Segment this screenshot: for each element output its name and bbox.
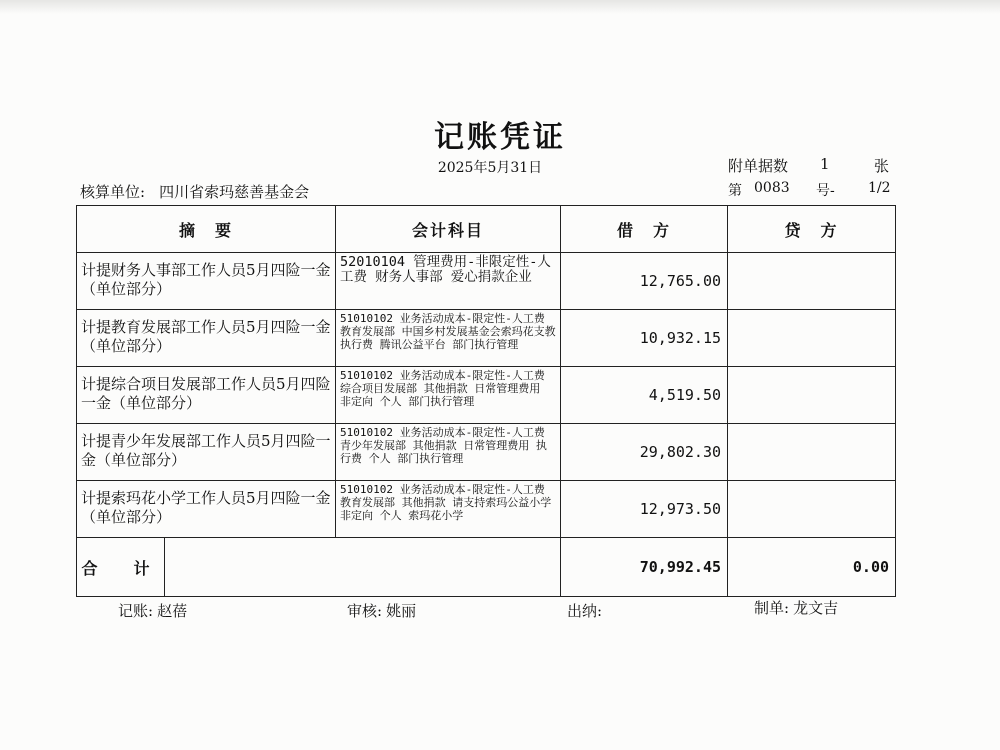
row-summary: 计提索玛花小学工作人员5月四险一金（单位部分） — [77, 481, 336, 538]
preparer — [754, 597, 838, 618]
col-credit: 贷 方 — [728, 206, 896, 253]
bookkeeper-label: 记账: — [118, 602, 154, 620]
row-summary: 计提综合项目发展部工作人员5月四险一金（单位部分） — [77, 367, 336, 424]
row-credit — [728, 367, 896, 424]
scan-edge — [0, 0, 1000, 14]
col-account: 会计科目 — [336, 206, 561, 253]
accounting-unit — [80, 181, 309, 202]
col-summary: 摘 要 — [77, 206, 336, 253]
row-debit: 12,973.50 — [561, 481, 728, 538]
row-account: 51010102 业务活动成本-限定性-人工费 综合项目发展部 其他捐款 日常管理费用 非定向 个人 部门执行管理 — [336, 367, 561, 424]
total-blank — [165, 538, 561, 597]
total-row — [77, 538, 896, 597]
row-credit — [728, 424, 896, 481]
voucher-title: 记账凭证 — [434, 120, 566, 155]
row-debit: 12,765.00 — [561, 253, 728, 310]
row-debit: 4,519.50 — [561, 367, 728, 424]
total-label: 合 计 — [77, 538, 165, 597]
total-credit: 0.00 — [728, 538, 896, 597]
attachment-count — [728, 155, 890, 176]
attachment-number: 1 — [820, 155, 830, 173]
bookkeeper-name: 赵蓓 — [157, 602, 188, 620]
reviewer-label: 审核: — [347, 602, 383, 620]
voucher-date: 2025年5月31日 — [437, 160, 543, 176]
row-debit: 10,932.15 — [561, 310, 728, 367]
table-row — [77, 310, 896, 367]
reviewer — [347, 600, 416, 621]
page-number: 1/2 — [868, 180, 891, 196]
row-account: 51010102 业务活动成本-限定性-人工费 青少年发展部 其他捐款 日常管理费用 执行费 个人 部门执行管理 — [336, 424, 561, 481]
serial-prefix: 第 — [728, 183, 742, 199]
attachment-label: 附单据数 — [728, 157, 789, 175]
preparer-label: 制单: — [754, 599, 790, 617]
table-row — [77, 253, 896, 310]
preparer-name: 龙文吉 — [793, 599, 839, 617]
unit-name: 四川省索玛慈善基金会 — [159, 183, 310, 201]
attachment-unit: 张 — [874, 157, 890, 175]
row-summary: 计提教育发展部工作人员5月四险一金（单位部分） — [77, 310, 336, 367]
cashier-label: 出纳: — [567, 602, 603, 620]
table-row — [77, 481, 896, 538]
table-row — [77, 367, 896, 424]
row-credit — [728, 310, 896, 367]
row-debit: 29,802.30 — [561, 424, 728, 481]
bookkeeper — [118, 600, 187, 621]
voucher-table — [76, 205, 896, 597]
row-credit — [728, 481, 896, 538]
col-debit: 借 方 — [561, 206, 728, 253]
unit-label: 核算单位: — [80, 183, 146, 201]
serial-suffix: 号- — [816, 183, 835, 199]
row-account: 51010102 业务活动成本-限定性-人工费 教育发展部 其他捐款 请支持索玛公益小学 非定向 个人 索玛花小学 — [336, 481, 561, 538]
header-row — [77, 206, 896, 253]
row-account: 51010102 业务活动成本-限定性-人工费 教育发展部 中国乡村发展基金会索玛花支教 执行费 腾讯公益平台 部门执行管理 — [336, 310, 561, 367]
row-credit — [728, 253, 896, 310]
row-summary: 计提青少年发展部工作人员5月四险一金（单位部分） — [77, 424, 336, 481]
row-summary: 计提财务人事部工作人员5月四险一金（单位部分） — [77, 253, 336, 310]
table-row — [77, 424, 896, 481]
cashier — [567, 600, 606, 621]
serial-number: 0083 — [754, 180, 790, 196]
row-account: 52010104 管理费用-非限定性-人工费 财务人事部 爱心捐款企业 — [336, 253, 561, 310]
reviewer-name: 姚丽 — [386, 602, 417, 620]
total-debit: 70,992.45 — [561, 538, 728, 597]
